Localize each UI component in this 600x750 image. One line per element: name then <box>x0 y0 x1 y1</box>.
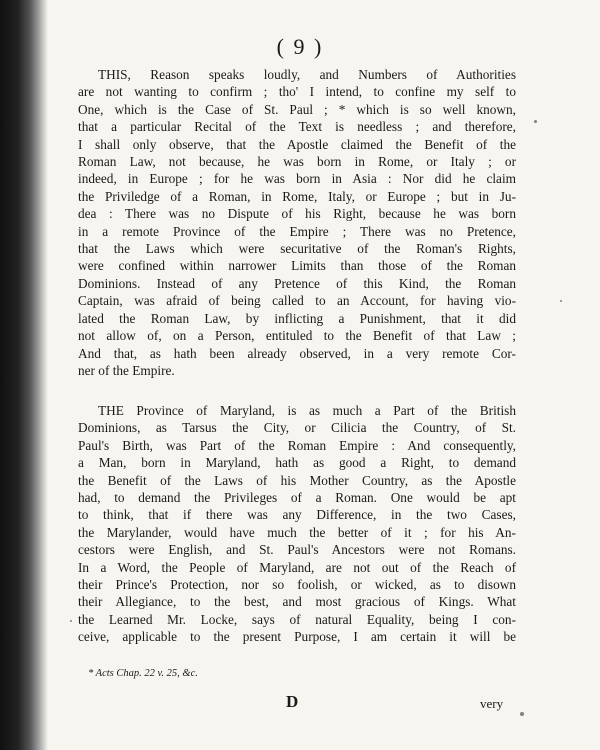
scan-speck <box>70 620 72 622</box>
text-line: the Marylander, would have much the better of it ; for his An- <box>78 524 516 540</box>
scan-speck <box>560 300 562 302</box>
text-line: the Priviledge of a Roman, in Rome, Italy, or Europe ; but in Ju- <box>78 188 516 204</box>
page-number: ( 9 ) <box>276 34 324 59</box>
text-line: Paul's Birth, was Part of the Roman Empire : And consequently, <box>78 437 516 453</box>
text-line: not allow of, on a Person, entituled to the Benefit of that Law ; <box>78 328 516 344</box>
text-line: Dominions, as Tarsus the City, or Cilicia the Country, of St. <box>78 420 516 436</box>
text-line: Captain, was afraid of being called to an Account, for having vio- <box>78 293 516 309</box>
text-line: their Prince's Protection, nor so foolish, or wicked, as to disown <box>78 577 516 593</box>
text-line: in a remote Province of the Empire ; There was no Pretence, <box>78 223 516 239</box>
text-line: a Man, born in Maryland, hath as good a Right, to demand <box>78 455 516 471</box>
text-line: the Learned Mr. Locke, says of natural Equality, being I con- <box>78 611 516 627</box>
text-line: indeed, in Europe ; for he was born in Asia : Nor did he claim <box>78 171 516 187</box>
binding-shadow <box>0 0 48 750</box>
text-line: had, to demand the Privileges of a Roman. One would be apt <box>78 490 516 506</box>
text-line: In a Word, the People of Maryland, are not out of the Reach of <box>78 559 516 575</box>
text-line: cestors were English, and St. Paul's Ancestors were not Romans. <box>78 542 516 558</box>
scan-speck <box>520 712 524 716</box>
paragraph-1 <box>78 66 516 379</box>
text-line: to think, that if there was any Difference, in the two Cases, <box>78 507 516 523</box>
text-line: THE Province of Maryland, is as much a Part of the British <box>98 403 516 418</box>
text-line: that the Laws which were securitative of the Roman's Rights, <box>78 241 516 257</box>
text-line: ner of the Empire. <box>78 362 175 378</box>
scan-speck <box>534 120 537 123</box>
paragraph-2 <box>78 402 516 646</box>
text-line: And that, as hath been already observed, in a very remote Cor- <box>78 345 516 361</box>
text-line: THIS, Reason speaks loudly, and Numbers of Authorities <box>98 67 516 82</box>
text-line: the Benefit of the Laws of his Mother Country, as the Apostle <box>78 472 516 488</box>
text-line: Roman Law, not because, he was born in Rome, or Italy ; or <box>78 154 516 170</box>
text-line: lated the Roman Law, by inflicting a Punishment, that it did <box>78 310 516 326</box>
text-line: Dominions. Instead of any Pretence of this Kind, the Roman <box>78 275 516 291</box>
text-line: dea : There was no Dispute of his Right, because he was born <box>78 206 516 222</box>
footnote: * Acts Chap. 22 v. 25, &c. <box>88 668 198 679</box>
text-line: I shall only observe, that the Apostle claimed the Benefit of the <box>78 136 516 152</box>
signature-mark: D <box>286 692 299 711</box>
text-line: are not wanting to confirm ; tho' I intend, to confine my self to <box>78 84 516 100</box>
catchword: very <box>480 696 504 711</box>
text-line: ceive, applicable to the present Purpose, I am certain it will be <box>78 629 516 645</box>
text-line: their Allegiance, to the best, and most gracious of Kings. What <box>78 594 516 610</box>
text-line: that a particular Recital of the Text is needless ; and therefore, <box>78 119 516 135</box>
text-line: were confined within narrower Limits than those of the Roman <box>78 258 516 274</box>
text-line: One, which is the Case of St. Paul ; * which is so well known, <box>78 101 516 117</box>
